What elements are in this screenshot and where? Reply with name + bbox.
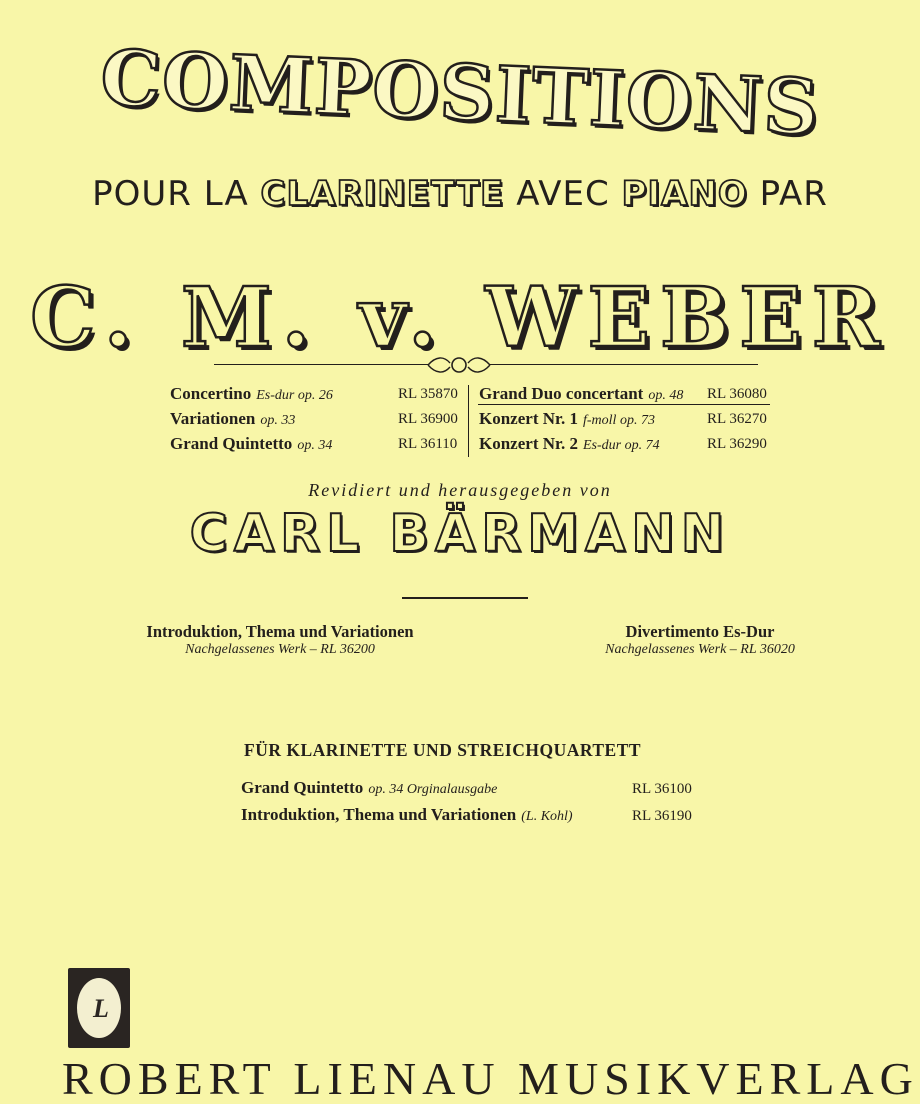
separator-rule: [402, 597, 528, 599]
work-title: Grand Quintetto: [170, 434, 293, 453]
posthumous-work-1: [90, 622, 470, 658]
work-detail: f-moll op. 73: [583, 413, 655, 428]
subtitle-word-clarinette: CLARINETTE: [260, 174, 505, 214]
posthumous-detail: Nachgelassenes Werk – RL 36200: [185, 642, 375, 657]
work-detail: Es-dur op. 26: [256, 388, 333, 403]
work-left-1: [170, 384, 333, 404]
quartet-title: Introduktion, Thema und Variationen: [241, 805, 517, 824]
subtitle-word-3: AVEC: [516, 174, 610, 214]
publisher-name: ROBERT LIENAU MUSIKVERLAG: [62, 1053, 919, 1104]
ornament-rule-left: [214, 364, 428, 365]
works-divider: [468, 385, 469, 457]
work-right-1: [479, 384, 683, 404]
work-detail: Es-dur op. 74: [583, 438, 660, 453]
editor-name: CARL BÄRMANN: [189, 504, 731, 564]
subtitle: [0, 174, 920, 214]
subtitle-word-5: PAR: [759, 174, 828, 214]
quartet-number: RL 36190: [632, 808, 692, 824]
work-detail: op. 33: [260, 413, 296, 428]
work-number: RL 36080: [707, 386, 767, 402]
work-number: RL 35870: [398, 386, 458, 402]
work-left-2: [170, 409, 295, 429]
quartet-number: RL 36100: [632, 781, 692, 797]
work-title: Konzert Nr. 2: [479, 434, 578, 453]
quartet-item-2: [241, 805, 573, 825]
work-number: RL 36900: [398, 411, 458, 427]
work-number: RL 36290: [707, 436, 767, 452]
work-title: Variationen: [170, 409, 256, 428]
quartet-heading: FÜR KLARINETTE UND STREICHQUARTETT: [244, 740, 642, 760]
work-detail: op. 34: [297, 438, 333, 453]
work-left-3: [170, 434, 332, 454]
posthumous-title: Introduktion, Thema und Variationen: [146, 622, 414, 641]
quartet-detail: (L. Kohl): [521, 809, 573, 824]
work-underline: [478, 404, 770, 405]
work-title: Concertino: [170, 384, 252, 403]
work-number: RL 36270: [707, 411, 767, 427]
work-title: Konzert Nr. 1: [479, 409, 578, 428]
logo-oval: [77, 978, 121, 1038]
work-right-2: [479, 409, 655, 429]
publisher-logo: [68, 968, 130, 1048]
posthumous-detail: Nachgelassenes Werk – RL 36020: [605, 642, 795, 657]
work-right-3: [479, 434, 660, 454]
composer-name: C. M. v. WEBER: [30, 270, 890, 366]
title: COMPOSITIONS: [98, 32, 822, 153]
quartet-detail: op. 34 Orginalausgabe: [368, 782, 498, 797]
ornament-icon: [424, 354, 494, 376]
quartet-item-1: [241, 778, 497, 798]
work-title: Grand Duo concertant: [479, 384, 644, 403]
subtitle-word-piano: PIANO: [621, 174, 748, 214]
quartet-title: Grand Quintetto: [241, 778, 364, 797]
work-number: RL 36110: [398, 436, 458, 452]
posthumous-title: Divertimento Es-Dur: [625, 622, 775, 641]
posthumous-work-2: [530, 622, 870, 658]
revised-by-text: Revidiert und herausgegeben von: [308, 480, 612, 500]
subtitle-word-1: POUR LA: [92, 174, 249, 214]
ornament-rule-right: [490, 364, 758, 365]
work-detail: op. 48: [648, 388, 684, 403]
logo-monogram: L: [93, 994, 109, 1023]
